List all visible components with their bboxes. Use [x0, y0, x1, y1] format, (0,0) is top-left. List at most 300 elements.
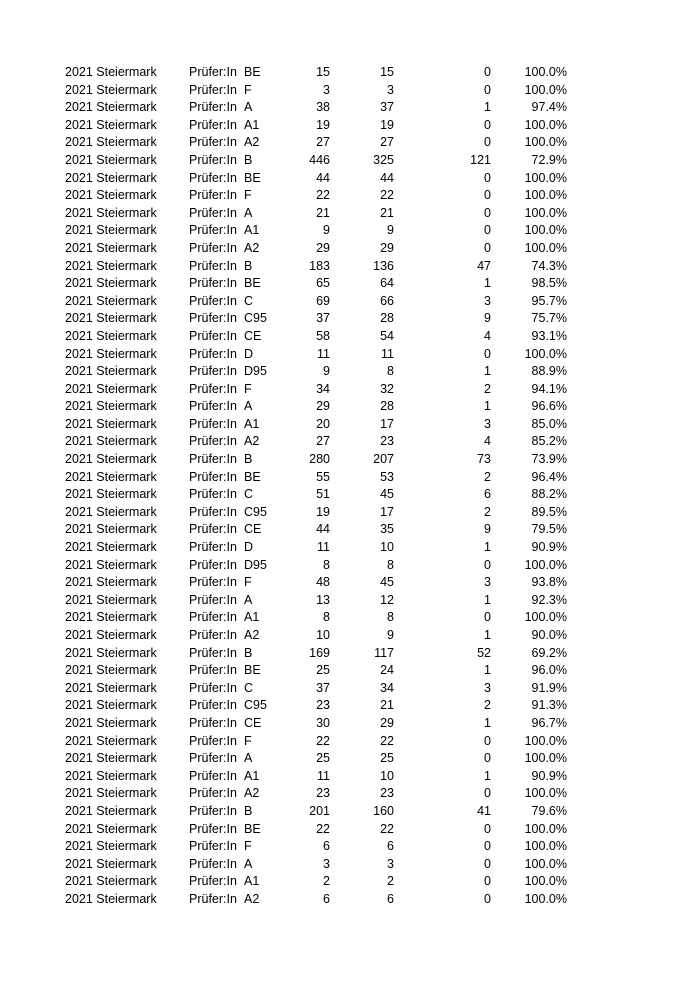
total-cell: 446 — [309, 152, 330, 167]
examiner-cell: Prüfer:In — [189, 803, 237, 818]
region-cell: 2021 Steiermark — [65, 100, 157, 115]
license-class-cell: B — [244, 258, 253, 273]
license-class-cell: D95 — [244, 557, 267, 572]
table-row — [0, 592, 700, 610]
region-cell: 2021 Steiermark — [65, 82, 157, 97]
license-class-cell: A1 — [244, 768, 260, 783]
failed-cell: 4 — [484, 434, 491, 449]
pass-rate-cell: 69.2% — [531, 645, 567, 660]
examiner-cell: Prüfer:In — [189, 82, 237, 97]
table-row — [0, 451, 700, 469]
region-cell: 2021 Steiermark — [65, 874, 157, 889]
passed-cell: 53 — [380, 469, 394, 484]
pass-rate-cell: 100.0% — [524, 223, 567, 238]
examiner-cell: Prüfer:In — [189, 364, 237, 379]
license-class-cell: CE — [244, 328, 262, 343]
total-cell: 15 — [316, 65, 330, 79]
total-cell: 23 — [316, 698, 330, 713]
pass-rate-cell: 100.0% — [524, 65, 567, 79]
license-class-cell: A1 — [244, 117, 260, 132]
region-cell: 2021 Steiermark — [65, 434, 157, 449]
license-class-cell: D — [244, 540, 254, 555]
total-cell: 25 — [316, 663, 330, 678]
total-cell: 38 — [316, 100, 330, 115]
pass-rate-cell: 100.0% — [524, 786, 567, 801]
passed-cell: 22 — [380, 733, 394, 748]
passed-cell: 3 — [387, 856, 394, 871]
region-cell: 2021 Steiermark — [65, 628, 157, 642]
pass-rate-cell: 93.1% — [531, 328, 567, 343]
pass-rate-cell: 73.9% — [531, 452, 567, 467]
examiner-cell: Prüfer:In — [189, 328, 237, 343]
license-class-cell: C — [244, 293, 254, 308]
license-class-cell: D — [244, 346, 254, 361]
total-cell: 11 — [317, 768, 330, 783]
passed-cell: 2 — [387, 874, 394, 889]
failed-cell: 0 — [484, 874, 491, 889]
license-class-cell: A — [244, 205, 253, 220]
failed-cell: 1 — [484, 364, 491, 379]
failed-cell: 41 — [477, 803, 491, 818]
examiner-cell: Prüfer:In — [189, 452, 237, 467]
data-table — [0, 64, 700, 909]
failed-cell: 0 — [484, 821, 491, 836]
pass-rate-cell: 100.0% — [524, 891, 567, 906]
passed-cell: 34 — [380, 680, 394, 695]
license-class-cell: BE — [244, 663, 261, 678]
examiner-cell: Prüfer:In — [189, 170, 237, 185]
passed-cell: 22 — [380, 188, 394, 203]
pass-rate-cell: 100.0% — [524, 610, 567, 625]
passed-cell: 9 — [387, 628, 394, 642]
table-row — [0, 258, 700, 276]
total-cell: 27 — [316, 135, 330, 150]
total-cell: 280 — [309, 452, 330, 467]
failed-cell: 0 — [484, 346, 491, 361]
table-row — [0, 609, 700, 627]
total-cell: 58 — [316, 328, 330, 343]
table-row — [0, 873, 700, 891]
total-cell: 8 — [323, 557, 330, 572]
passed-cell: 29 — [380, 715, 394, 730]
license-class-cell: F — [244, 188, 252, 203]
license-class-cell: B — [244, 803, 253, 818]
table-row — [0, 803, 700, 821]
table-row — [0, 222, 700, 240]
pass-rate-cell: 95.7% — [531, 293, 567, 308]
region-cell: 2021 Steiermark — [65, 698, 157, 713]
table-row — [0, 539, 700, 557]
total-cell: 69 — [316, 293, 330, 308]
failed-cell: 0 — [484, 205, 491, 220]
failed-cell: 121 — [470, 152, 491, 167]
license-class-cell: BE — [244, 170, 261, 185]
total-cell: 9 — [323, 223, 330, 238]
failed-cell: 2 — [484, 381, 491, 396]
license-class-cell: B — [244, 452, 253, 467]
pass-rate-cell: 100.0% — [524, 733, 567, 748]
examiner-cell: Prüfer:In — [189, 504, 237, 519]
region-cell: 2021 Steiermark — [65, 715, 157, 730]
passed-cell: 10 — [380, 768, 394, 783]
failed-cell: 1 — [484, 100, 491, 115]
total-cell: 30 — [316, 715, 330, 730]
examiner-cell: Prüfer:In — [189, 557, 237, 572]
total-cell: 27 — [316, 434, 330, 449]
pass-rate-cell: 100.0% — [524, 205, 567, 220]
table-row — [0, 785, 700, 803]
pass-rate-cell: 100.0% — [524, 170, 567, 185]
failed-cell: 0 — [484, 135, 491, 150]
region-cell: 2021 Steiermark — [65, 381, 157, 396]
passed-cell: 45 — [380, 575, 394, 590]
passed-cell: 8 — [387, 610, 394, 625]
region-cell: 2021 Steiermark — [65, 610, 157, 625]
examiner-cell: Prüfer:In — [189, 100, 237, 115]
examiner-cell: Prüfer:In — [189, 487, 237, 502]
region-cell: 2021 Steiermark — [65, 399, 157, 414]
region-cell: 2021 Steiermark — [65, 733, 157, 748]
table-row — [0, 328, 700, 346]
pass-rate-cell: 79.6% — [531, 803, 567, 818]
total-cell: 13 — [316, 592, 330, 607]
failed-cell: 0 — [484, 610, 491, 625]
license-class-cell: A — [244, 100, 253, 115]
examiner-cell: Prüfer:In — [189, 751, 237, 766]
passed-cell: 24 — [380, 663, 394, 678]
failed-cell: 52 — [477, 645, 491, 660]
table-row — [0, 363, 700, 381]
examiner-cell: Prüfer:In — [189, 205, 237, 220]
total-cell: 55 — [316, 469, 330, 484]
passed-cell: 25 — [380, 751, 394, 766]
region-cell: 2021 Steiermark — [65, 364, 157, 379]
passed-cell: 28 — [380, 311, 394, 326]
region-cell: 2021 Steiermark — [65, 293, 157, 308]
examiner-cell: Prüfer:In — [189, 663, 237, 678]
examiner-cell: Prüfer:In — [189, 416, 237, 431]
total-cell: 34 — [316, 381, 330, 396]
license-class-cell: A1 — [244, 610, 260, 625]
table-row — [0, 240, 700, 258]
total-cell: 44 — [316, 522, 330, 537]
failed-cell: 0 — [484, 82, 491, 97]
failed-cell: 0 — [484, 751, 491, 766]
passed-cell: 136 — [373, 258, 394, 273]
total-cell: 183 — [309, 258, 330, 273]
examiner-cell: Prüfer:In — [189, 698, 237, 713]
failed-cell: 1 — [484, 276, 491, 291]
table-row — [0, 821, 700, 839]
license-class-cell: A — [244, 399, 253, 414]
total-cell: 19 — [316, 504, 330, 519]
failed-cell: 9 — [484, 311, 491, 326]
table-row — [0, 838, 700, 856]
failed-cell: 1 — [484, 592, 491, 607]
table-row — [0, 768, 700, 786]
region-cell: 2021 Steiermark — [65, 592, 157, 607]
license-class-cell: F — [244, 82, 252, 97]
total-cell: 10 — [316, 628, 330, 642]
failed-cell: 0 — [484, 891, 491, 906]
table-row — [0, 433, 700, 451]
passed-cell: 23 — [380, 786, 394, 801]
table-row — [0, 680, 700, 698]
pass-rate-cell: 96.4% — [531, 469, 567, 484]
failed-cell: 1 — [484, 540, 491, 555]
region-cell: 2021 Steiermark — [65, 839, 157, 854]
table-row — [0, 381, 700, 399]
examiner-cell: Prüfer:In — [189, 293, 237, 308]
passed-cell: 207 — [373, 452, 394, 467]
examiner-cell: Prüfer:In — [189, 610, 237, 625]
license-class-cell: C95 — [244, 698, 267, 713]
examiner-cell: Prüfer:In — [189, 715, 237, 730]
failed-cell: 0 — [484, 223, 491, 238]
failed-cell: 1 — [484, 715, 491, 730]
failed-cell: 47 — [477, 258, 491, 273]
examiner-cell: Prüfer:In — [189, 592, 237, 607]
table-row — [0, 627, 700, 645]
total-cell: 21 — [316, 205, 330, 220]
table-row — [0, 486, 700, 504]
total-cell: 22 — [316, 188, 330, 203]
failed-cell: 2 — [484, 469, 491, 484]
passed-cell: 117 — [374, 645, 394, 660]
passed-cell: 325 — [373, 152, 394, 167]
table-row — [0, 891, 700, 909]
pass-rate-cell: 85.2% — [531, 434, 567, 449]
pass-rate-cell: 79.5% — [531, 522, 567, 537]
failed-cell: 1 — [484, 663, 491, 678]
failed-cell: 3 — [484, 680, 491, 695]
total-cell: 25 — [316, 751, 330, 766]
examiner-cell: Prüfer:In — [189, 891, 237, 906]
failed-cell: 0 — [484, 240, 491, 255]
table-row — [0, 275, 700, 293]
passed-cell: 27 — [380, 135, 394, 150]
table-row — [0, 715, 700, 733]
license-class-cell: A2 — [244, 891, 260, 906]
total-cell: 169 — [309, 645, 330, 660]
total-cell: 65 — [316, 276, 330, 291]
license-class-cell: A2 — [244, 786, 260, 801]
examiner-cell: Prüfer:In — [189, 540, 237, 555]
total-cell: 3 — [323, 82, 330, 97]
license-class-cell: BE — [244, 276, 261, 291]
pass-rate-cell: 90.0% — [531, 628, 567, 642]
license-class-cell: A — [244, 592, 253, 607]
failed-cell: 6 — [484, 487, 491, 502]
total-cell: 22 — [316, 733, 330, 748]
pass-rate-cell: 88.9% — [531, 364, 567, 379]
examiner-cell: Prüfer:In — [189, 733, 237, 748]
examiner-cell: Prüfer:In — [189, 223, 237, 238]
passed-cell: 6 — [387, 891, 394, 906]
region-cell: 2021 Steiermark — [65, 223, 157, 238]
passed-cell: 35 — [380, 522, 394, 537]
failed-cell: 4 — [484, 328, 491, 343]
passed-cell: 12 — [380, 592, 394, 607]
pass-rate-cell: 96.7% — [531, 715, 567, 730]
passed-cell: 11 — [381, 346, 394, 361]
table-row — [0, 504, 700, 522]
pass-rate-cell: 89.5% — [531, 504, 567, 519]
region-cell: 2021 Steiermark — [65, 786, 157, 801]
examiner-cell: Prüfer:In — [189, 135, 237, 150]
examiner-cell: Prüfer:In — [189, 874, 237, 889]
license-class-cell: B — [244, 152, 253, 167]
passed-cell: 17 — [380, 416, 394, 431]
pass-rate-cell: 100.0% — [524, 821, 567, 836]
total-cell: 37 — [316, 680, 330, 695]
region-cell: 2021 Steiermark — [65, 821, 157, 836]
license-class-cell: BE — [244, 469, 261, 484]
region-cell: 2021 Steiermark — [65, 65, 157, 79]
total-cell: 48 — [316, 575, 330, 590]
total-cell: 29 — [316, 240, 330, 255]
total-cell: 3 — [323, 856, 330, 871]
table-row — [0, 856, 700, 874]
passed-cell: 22 — [380, 821, 394, 836]
examiner-cell: Prüfer:In — [189, 381, 237, 396]
pass-rate-cell: 94.1% — [531, 381, 567, 396]
region-cell: 2021 Steiermark — [65, 645, 157, 660]
failed-cell: 3 — [484, 293, 491, 308]
region-cell: 2021 Steiermark — [65, 680, 157, 695]
pass-rate-cell: 100.0% — [524, 751, 567, 766]
table-row — [0, 293, 700, 311]
passed-cell: 44 — [380, 170, 394, 185]
examiner-cell: Prüfer:In — [189, 768, 237, 783]
examiner-cell: Prüfer:In — [189, 628, 237, 642]
table-row — [0, 733, 700, 751]
examiner-cell: Prüfer:In — [189, 276, 237, 291]
pass-rate-cell: 98.5% — [531, 276, 567, 291]
total-cell: 9 — [323, 364, 330, 379]
region-cell: 2021 Steiermark — [65, 416, 157, 431]
license-class-cell: BE — [244, 821, 261, 836]
license-class-cell: BE — [244, 65, 261, 79]
passed-cell: 23 — [380, 434, 394, 449]
license-class-cell: A — [244, 751, 253, 766]
passed-cell: 8 — [387, 557, 394, 572]
examiner-cell: Prüfer:In — [189, 311, 237, 326]
examiner-cell: Prüfer:In — [189, 575, 237, 590]
passed-cell: 28 — [380, 399, 394, 414]
examiner-cell: Prüfer:In — [189, 856, 237, 871]
table-row — [0, 170, 700, 188]
total-cell: 20 — [316, 416, 330, 431]
failed-cell: 0 — [484, 65, 491, 79]
passed-cell: 9 — [387, 223, 394, 238]
examiner-cell: Prüfer:In — [189, 786, 237, 801]
examiner-cell: Prüfer:In — [189, 240, 237, 255]
failed-cell: 9 — [484, 522, 491, 537]
total-cell: 8 — [323, 610, 330, 625]
passed-cell: 15 — [380, 65, 394, 79]
table-row — [0, 469, 700, 487]
examiner-cell: Prüfer:In — [189, 117, 237, 132]
total-cell: 37 — [316, 311, 330, 326]
pass-rate-cell: 100.0% — [524, 82, 567, 97]
pass-rate-cell: 100.0% — [524, 346, 567, 361]
region-cell: 2021 Steiermark — [65, 328, 157, 343]
pass-rate-cell: 90.9% — [531, 540, 567, 555]
failed-cell: 0 — [484, 733, 491, 748]
license-class-cell: D95 — [244, 364, 267, 379]
pass-rate-cell: 92.3% — [531, 592, 567, 607]
total-cell: 11 — [317, 346, 330, 361]
region-cell: 2021 Steiermark — [65, 452, 157, 467]
region-cell: 2021 Steiermark — [65, 891, 157, 906]
table-row — [0, 521, 700, 539]
license-class-cell: A1 — [244, 874, 260, 889]
pass-rate-cell: 91.9% — [531, 680, 567, 695]
table-row — [0, 346, 700, 364]
region-cell: 2021 Steiermark — [65, 205, 157, 220]
license-class-cell: A1 — [244, 223, 260, 238]
license-class-cell: C — [244, 487, 254, 502]
failed-cell: 3 — [484, 575, 491, 590]
region-cell: 2021 Steiermark — [65, 751, 157, 766]
pass-rate-cell: 97.4% — [531, 100, 567, 115]
table-row — [0, 310, 700, 328]
total-cell: 201 — [309, 803, 330, 818]
region-cell: 2021 Steiermark — [65, 240, 157, 255]
passed-cell: 64 — [380, 276, 394, 291]
region-cell: 2021 Steiermark — [65, 557, 157, 572]
pass-rate-cell: 90.9% — [531, 768, 567, 783]
table-row — [0, 152, 700, 170]
region-cell: 2021 Steiermark — [65, 170, 157, 185]
failed-cell: 0 — [484, 856, 491, 871]
examiner-cell: Prüfer:In — [189, 469, 237, 484]
total-cell: 29 — [316, 399, 330, 414]
failed-cell: 0 — [484, 117, 491, 132]
table-row — [0, 117, 700, 135]
license-class-cell: C — [244, 680, 254, 695]
license-class-cell: A1 — [244, 416, 260, 431]
examiner-cell: Prüfer:In — [189, 680, 237, 695]
pass-rate-cell: 100.0% — [524, 240, 567, 255]
passed-cell: 66 — [380, 293, 394, 308]
pass-rate-cell: 93.8% — [531, 575, 567, 590]
failed-cell: 3 — [484, 416, 491, 431]
pass-rate-cell: 100.0% — [524, 188, 567, 203]
pass-rate-cell: 96.0% — [531, 663, 567, 678]
region-cell: 2021 Steiermark — [65, 311, 157, 326]
failed-cell: 0 — [484, 839, 491, 854]
passed-cell: 160 — [373, 803, 394, 818]
failed-cell: 1 — [484, 628, 491, 642]
passed-cell: 6 — [387, 839, 394, 854]
region-cell: 2021 Steiermark — [65, 575, 157, 590]
region-cell: 2021 Steiermark — [65, 152, 157, 167]
table-row — [0, 557, 700, 575]
table-row — [0, 64, 700, 82]
region-cell: 2021 Steiermark — [65, 276, 157, 291]
license-class-cell: F — [244, 839, 252, 854]
region-cell: 2021 Steiermark — [65, 522, 157, 537]
region-cell: 2021 Steiermark — [65, 768, 157, 783]
region-cell: 2021 Steiermark — [65, 540, 157, 555]
pass-rate-cell: 100.0% — [524, 117, 567, 132]
failed-cell: 2 — [484, 504, 491, 519]
total-cell: 2 — [323, 874, 330, 889]
passed-cell: 45 — [380, 487, 394, 502]
total-cell: 11 — [317, 540, 330, 555]
